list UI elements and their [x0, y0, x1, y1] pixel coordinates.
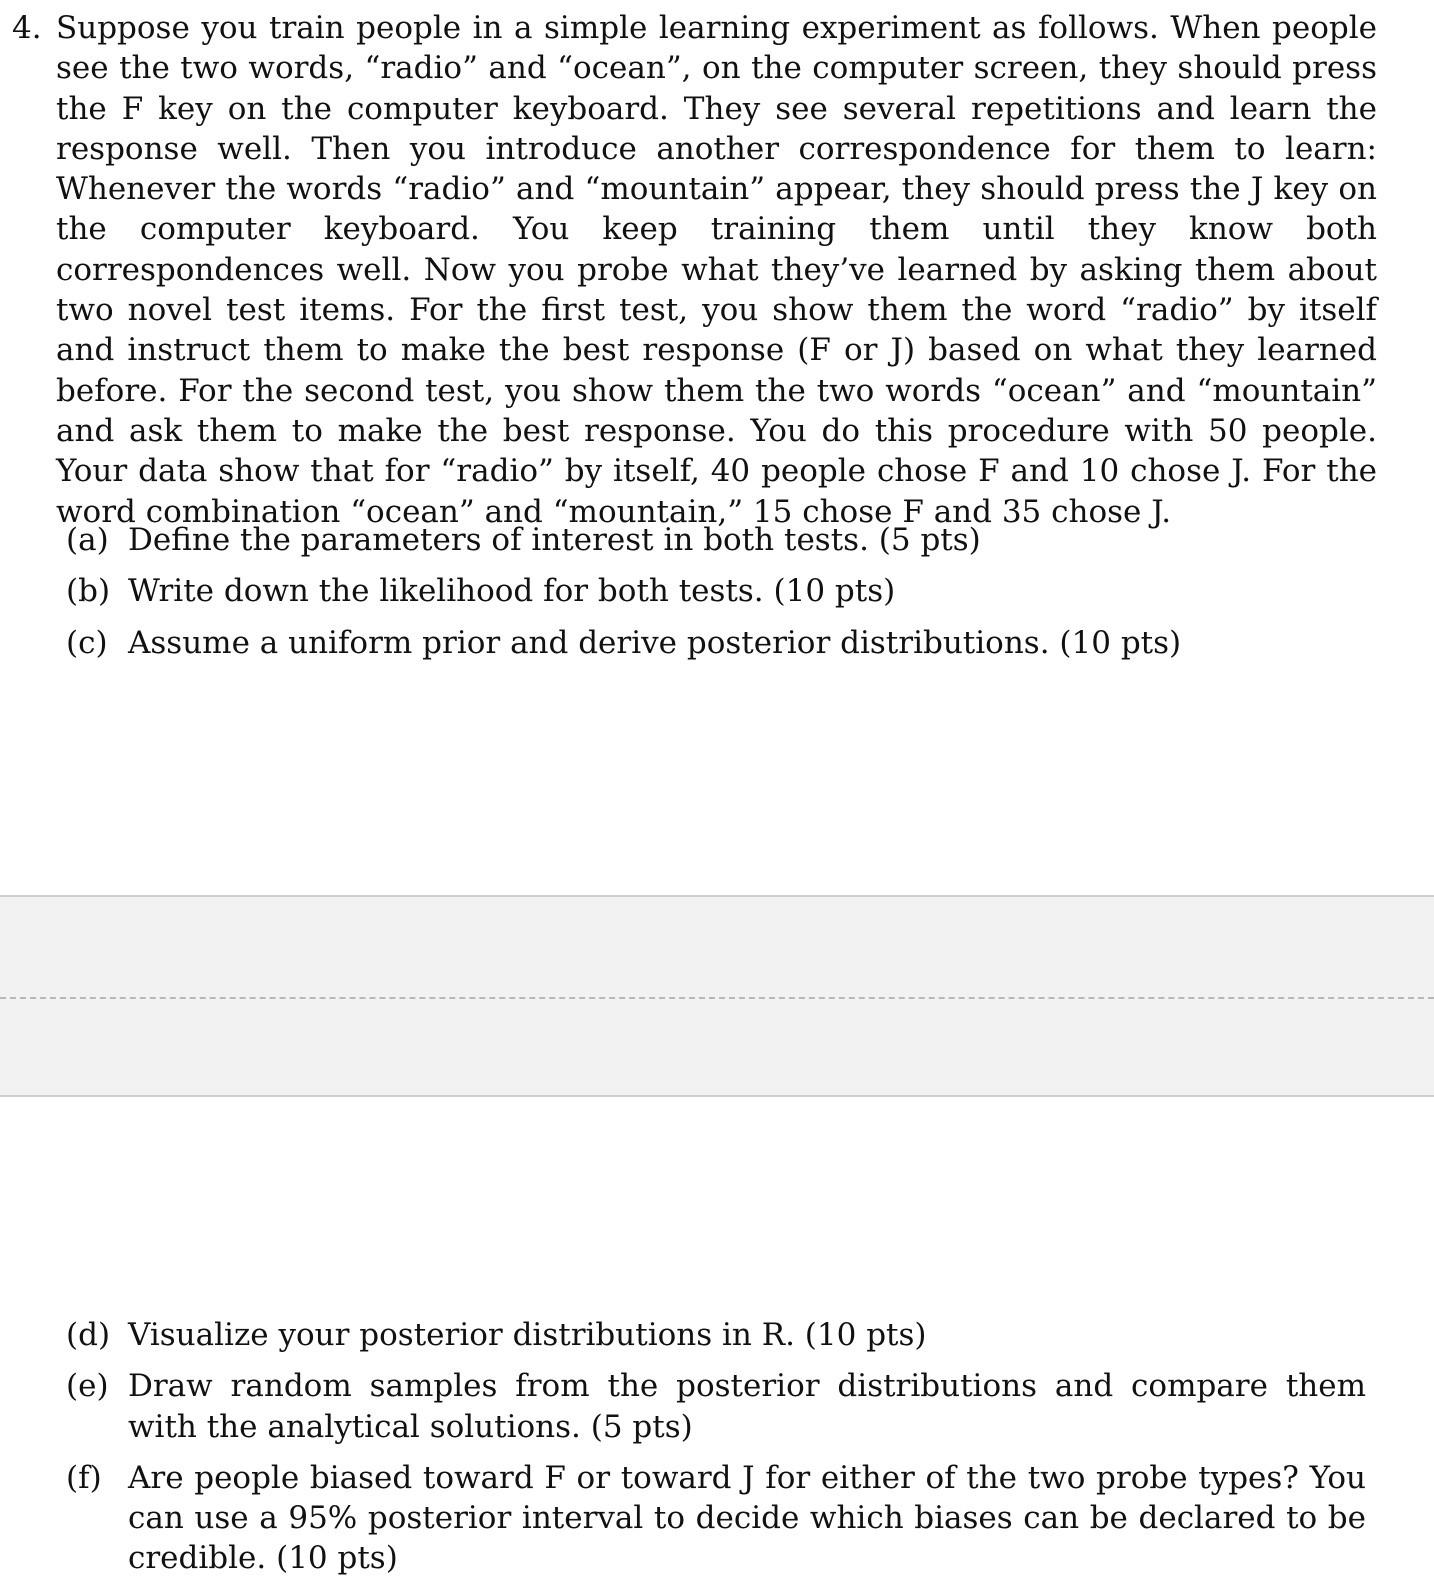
problem-number: 4. [12, 10, 42, 46]
part-label: (e) [66, 1368, 109, 1405]
part-label: (a) [66, 522, 109, 558]
part-d [66, 1315, 1366, 1355]
part-label: (c) [66, 624, 108, 661]
part-e [66, 1366, 1366, 1447]
part-f [66, 1458, 1366, 1579]
part-c [66, 623, 1366, 663]
part-text: Assume a uniform prior and derive posterior distributions. (10 pts) [128, 624, 1182, 661]
part-label: (d) [66, 1317, 111, 1353]
part-text: Are people biased toward F or toward J for either of the two probe types? You can use a 95% posterior interval to decide which biases can be declared to be credible. (10 pts) [128, 1459, 1366, 1577]
part-text: Draw random samples from the posterior distributions and compare them with the analytical solutions. (5 pts) [128, 1368, 1366, 1445]
part-label: (f) [66, 1459, 102, 1496]
part-a [66, 520, 1366, 560]
part-text: Write down the likelihood for both tests. (10 pts) [128, 573, 896, 610]
problem-text: Suppose you train people in a simple learning experiment as follows. When people see the two words, “radio” and “ocean”, on the computer screen, they should press the F key on the computer keyboard. They see several repetitions and learn the response well. Then you introduce another correspondence for them to learn: Whenever the words “radio” and “mountain” appear, they should press the J key on the computer keyboard. You keep training them until they know both correspondences well. Now you probe what they’ve learned by asking them about two novel test items. For the first test, you show them the word “radio” by itself and instruct them to make the best response (F or J) based on what they learned before. For the second test, you show them the two words “ocean” and “mountain” and ask them to make the best response. You do this procedure with 50 people. Your data show that for “radio” by itself, 40 people chose F and 10 chose J. For the word combination “ocean” and “mountain,” 15 chose F and 35 chose J. [56, 10, 1377, 530]
part-text: Visualize your posterior distributions in R. (10 pts) [128, 1317, 927, 1353]
answer-area[interactable] [0, 895, 1434, 1097]
part-label: (b) [66, 573, 111, 610]
question-parts-d-f [66, 1315, 1366, 1590]
part-text: Define the parameters of interest in both tests. (5 pts) [128, 522, 981, 558]
problem-statement [12, 8, 1377, 532]
part-b [66, 571, 1366, 611]
question-parts-a-c [66, 520, 1366, 674]
dashed-divider [0, 997, 1434, 999]
